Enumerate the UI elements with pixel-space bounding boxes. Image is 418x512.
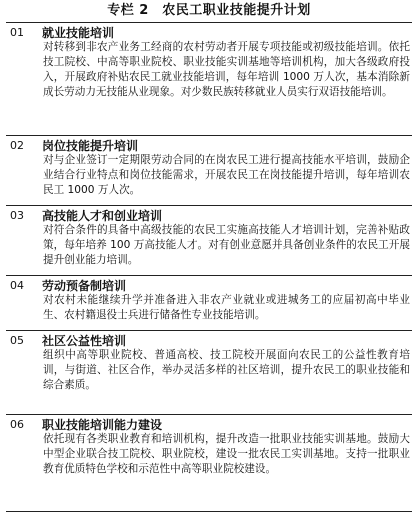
row-heading: 高技能人才和创业培训 [42,209,163,223]
table-row [6,330,412,414]
table-row [6,135,412,205]
row-heading: 职业技能培训能力建设 [42,418,163,432]
row-heading: 社区公益性培训 [42,334,127,348]
row-number: 01 [10,26,24,39]
row-heading: 劳动预备制培训 [42,279,127,293]
table-row [6,23,412,135]
row-description: 对符合条件的具备中高级技能的农民工实施高技能人才培训计划，完善补贴政策，每年培养 100 万高技能人才。对有创业意愿并具备创业条件的农民工开展提升创业能力培训。 [43,224,410,266]
table-row [6,275,412,330]
row-content [42,26,412,135]
table-row [6,414,412,511]
row-heading: 岗位技能提升培训 [42,139,139,153]
row-content [42,139,412,205]
page-title: 专栏 2 农民工职业技能提升计划 [107,3,311,18]
row-description: 对与企业签订一定期限劳动合同的在岗农民工进行提高技能水平培训，鼓励企业结合行业特点和岗位技能需求，开展农民工在岗技能提升培训，每年培训农民工 1000 万人次。 [43,154,410,196]
row-description: 依托现有各类职业教育和培训机构，提升改造一批职业技能实训基地。鼓励大中型企业联合技工院校、职业院校，建设一批农民工实训基地。支持一批职业教育优质特色学校和示范性中高等职业院校建设。 [43,433,410,475]
row-content [42,334,412,414]
row-description: 组织中高等职业院校、普通高校、技工院校开展面向农民工的公益性教育培训，与街道、社区合作，举办灵活多样的社区培训，提升农民工的职业技能和综合素质。 [43,349,410,391]
row-number: 03 [10,209,24,222]
row-number: 02 [10,139,24,152]
row-number: 05 [10,334,24,347]
program-table [6,22,412,512]
row-number: 06 [10,418,24,431]
row-content [42,209,412,275]
row-description: 对农村未能继续升学并准备进入非农产业就业或进城务工的应届初高中毕业生、农村籍退役士兵进行储备性专业技能培训。 [43,294,410,321]
row-content [42,418,412,511]
row-number: 04 [10,279,24,292]
table-row [6,205,412,275]
row-content [42,279,412,330]
row-description: 对转移到非农产业务工经商的农村劳动者开展专项技能或初级技能培训。依托技工院校、中高等职业院校、职业技能实训基地等培训机构，加大各级政府投入，开展政府补贴农民工就业技能培训，每年培训 1000 万人次，基本消除新成长劳动力无技能从业现象。对少数民族转移就业人员实行双语技能培训。 [43,41,410,98]
row-heading: 就业技能培训 [42,26,115,40]
